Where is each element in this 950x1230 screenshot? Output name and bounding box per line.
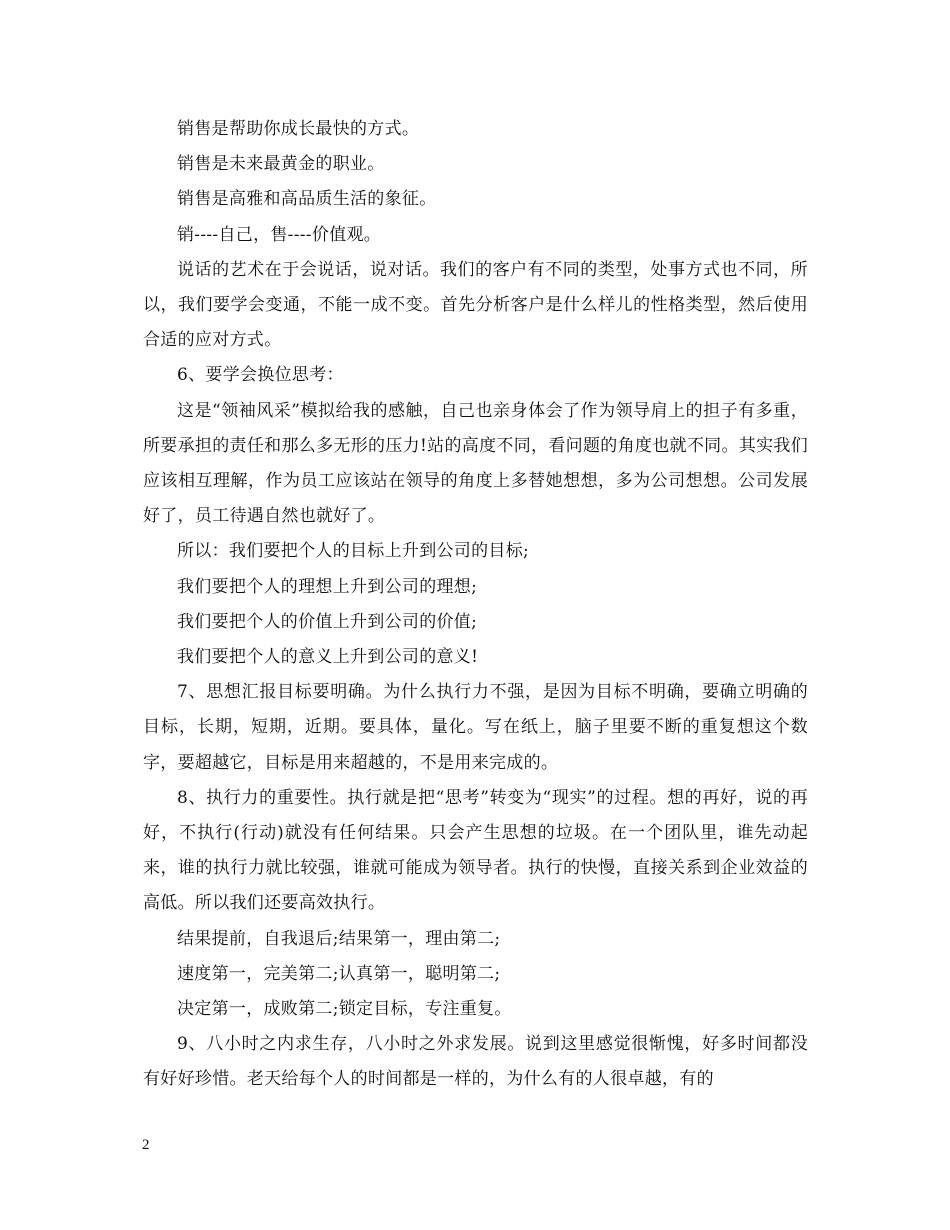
paragraph-9: 我们要把个人的理想上升到公司的理想; — [177, 576, 478, 597]
paragraph-1: 销售是帮助你成长最快的方式。 — [177, 119, 420, 139]
page-number: 2 — [142, 1137, 150, 1153]
paragraph-11: 我们要把个人的意义上升到公司的意义! — [177, 647, 479, 668]
paragraph-4: 销----自己，售----价值观。 — [177, 224, 382, 245]
paragraph-10: 我们要把个人的价值上升到公司的价值; — [177, 611, 478, 632]
paragraph-8: 所以：我们要把个人的目标上升到公司的目标; — [177, 541, 530, 562]
paragraph-5: 说话的艺术在于会说话，说对话。我们的客户有不同的类型，处事方式也不同，所以，我们要学会变通，不能一成不变。首先分析客户是什么样儿的性格类型，然后使用合适的应对方式。 — [143, 259, 808, 351]
paragraph-3: 销售是高雅和高品质生活的象征。 — [177, 189, 437, 210]
paragraph-12: 7、思想汇报目标要明确。为什么执行力不强，是因为目标不明确，要确立明确的目标，长期，短期，近期。要具体，量化。写在纸上，脑子里要不断的重复想这个数字，要超越它，目标是用来超越的，不是用来完成的。 — [143, 682, 808, 773]
paragraph-15: 速度第一，完美第二;认真第一，聪明第二; — [177, 963, 501, 984]
paragraph-16: 决定第一，成败第二;锁定目标，专注重复。 — [177, 999, 512, 1020]
paragraph-17: 9、八小时之内求生存，八小时之外求发展。说到这里感觉很惭愧，好多时间都没有好好珍惜。老天给每个人的时间都是一样的，为什么有的人很卓越，有的 — [143, 1034, 808, 1090]
paragraph-2: 销售是未来最黄金的职业。 — [177, 154, 385, 175]
section-heading-6: 6、要学会换位思考： — [177, 365, 344, 386]
paragraph-7: 这是“领袖风采”模拟给我的感触，自己也亲身体会了作为领导肩上的担子有多重，所要承担的责任和那么多无形的压力!站的高度不同，看问题的角度也就不同。其实我们应该相互理解，作为员工应该站在领导的角度上多替她想想，多为公司想想。公司发展好了，员工待遇自然也就好了。 — [143, 400, 808, 527]
document-body — [143, 112, 808, 1098]
paragraph-14: 结果提前，自我退后;结果第一，理由第二; — [177, 928, 501, 949]
paragraph-13: 8、执行力的重要性。执行就是把“思考”转变为“现实”的过程。想的再好，说的再好，不执行(行动)就没有任何结果。只会产生思想的垃圾。在一个团队里，谁先动起来，谁的执行力就比较强，谁就可能成为领导者。执行的快慢，直接关系到企业效益的高低。所以我们还要高效执行。 — [143, 787, 808, 914]
